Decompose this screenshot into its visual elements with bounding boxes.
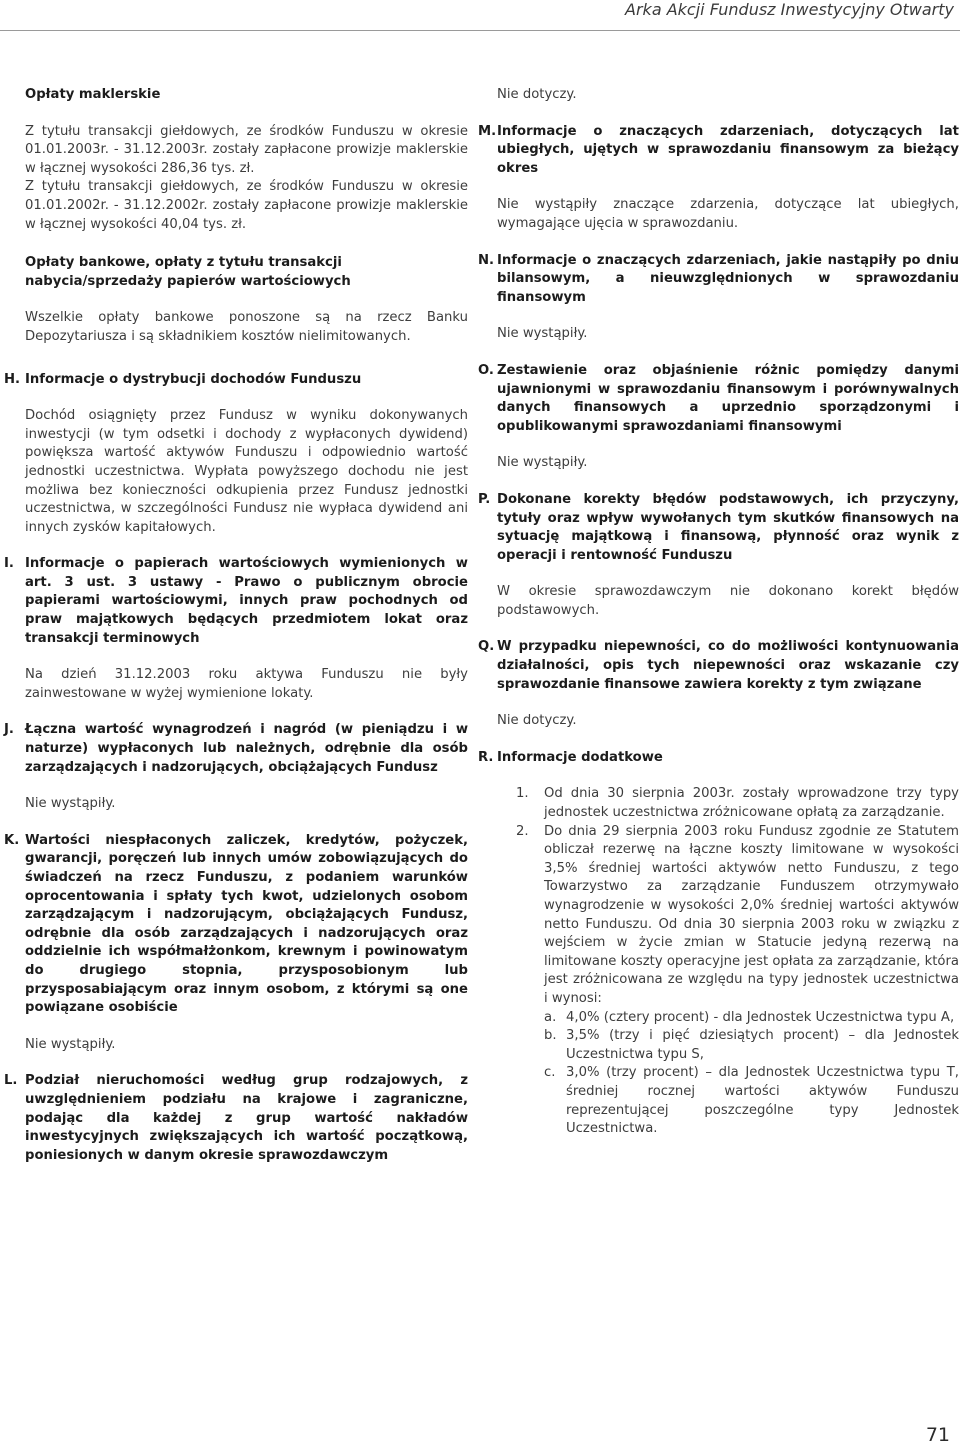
section-title: Podział nieruchomości według grup rodzajowych, z uwzględnieniem podziału na krajowe i zagraniczne, podając dla każdej z grup wartość nakładów inwestycyjnych zwiększających ich wartość początkową, poniesionych w danym okresie sprawozdawczym: [25, 1073, 468, 1163]
section-title: Łączna wartość wynagrodzeń i nagród (w pieniądzu i w naturze) wypłaconych lub należnych, odrębnie dla osób zarządzających i nadzorujących, obciążających Fundusz: [25, 722, 468, 775]
section-k-paragraph: Nie wystąpiły.: [25, 1036, 116, 1052]
page-number: 71: [925, 1424, 950, 1446]
sub-list-text: 3,5% (trzy i pięć dziesiątych procent) – dla Jednostek Uczestnictwa typu S,: [566, 1028, 959, 1062]
sub-list-letter: c.: [544, 1065, 556, 1081]
list-item-number: 2.: [516, 823, 529, 839]
section-q-paragraph: Nie dotyczy.: [497, 713, 577, 729]
section-title: Wartości niespłaconych zaliczek, kredytów, pożyczek, gwarancji, poręczeń lub innych umów zobowiązujących do świadczeń na rzecz Funduszu, z podaniem warunków oprocentowania i spłaty tych kwot, udzielonych osobom zarządzającym i nadzorującym, obciążających Fundusz, odrębnie dla osób zarządzających i nadzorujących oraz oddzielnie ich współmałżonkom, krewnym i powinowatym do drugiego stopnia, przysposobionym lub przysposabiającym oraz innym osobom, z którymi są one powiązane osobiście: [25, 832, 468, 1016]
section-title: Informacje o dystrybucji dochodów Funduszu: [25, 371, 362, 387]
section-h-paragraph: Dochód osiągnięty przez Fundusz w wyniku dokonywanych inwestycji (w tym odsetki i dochody z wypłaconych dywidend) powiększa wartość aktywów Funduszu i odpowiednio wartość jednostki uczestnictwa. Wypłata powyższego dochodu nie jest możliwa bez konieczności odkupienia przez Fundusz jednostki uczestnictwa, w szczególności Fundusz nie wypłaca dywidend ani innych zysków kapitałowych.: [25, 408, 468, 535]
bank-fees-paragraph: Wszelkie opłaty bankowe ponoszone są na rzecz Banku Depozytariusza i są składnikiem kosztów nielimitowanych.: [25, 310, 468, 344]
section-title: Zestawienie oraz objaśnienie różnic pomiędzy danymi ujawnionymi w sprawozdaniu finansowym i porównywalnych danych finansowych a uprzednio sporządzonymi i opublikowanymi sprawozdaniami finansowymi: [497, 362, 959, 434]
section-title: Dokonane korekty błędów podstawowych, ich przyczyny, tytuły oraz wpływ wywołanych tym skutków finansowych na sytuację majątkową i finansową, płynność oraz wynik z operacji i rentowność Funduszu: [497, 491, 959, 563]
continued-paragraph: Nie dotyczy.: [497, 87, 577, 102]
list-item: [497, 785, 959, 822]
sub-list-letter: a.: [544, 1009, 557, 1025]
section-p-paragraph: W okresie sprawozdawczym nie dokonano korekt błędów podstawowych.: [497, 584, 959, 618]
section-title: W przypadku niepewności, co do możliwości kontynuowania działalności, opis tych niepewności oraz wskazanie czy sprawozdanie finansowe zawiera korekty z tym związane: [497, 639, 959, 692]
section-k-heading: [4, 832, 468, 1018]
left-column: [4, 86, 468, 1165]
section-letter: R.: [478, 749, 494, 765]
list-item-text: Do dnia 29 sierpnia 2003 roku Fundusz zgodnie ze Statutem obliczał rezerwę na łączne koszty limitowane w wysokości 3,5% średniej wartości aktywów netto Funduszu, z tego Towarzystwo za zarządzanie Funduszem otrzymywało wynagrodzenie w wysokości 2,0% średniej wartości aktywów netto Funduszu. Od dnia 30 sierpnia 2003 roku w związku z wejściem w życie zmian w Statucie jedyną rezerwą na limitowane koszty operacyjne jest opłata za zarządzanie, która jest zróżnicowana ze względu na typy jednostek uczestnictwa i wynosi:: [544, 823, 959, 1006]
page-header: [0, 0, 960, 34]
section-letter: O.: [478, 362, 494, 378]
sub-list-text: 3,0% (trzy procent) – dla Jednostek Uczestnictwa typu T, średniej rocznej wartości aktywów Funduszu reprezentującej poszczególne typy Jednostek Uczestnictwa.: [566, 1065, 959, 1137]
sub-list-item: [544, 1027, 959, 1064]
section-i-heading: [4, 555, 468, 648]
section-letter: K.: [4, 832, 20, 848]
brokerage-fees-2003-paragraph: Z tytułu transakcji giełdowych, ze środków Funduszu w okresie 01.01.2003r. - 31.12.2003r. zostały zapłacone prowizje maklerskie w łącznej wysokości 286,36 tys. zł.: [25, 123, 468, 176]
section-j-paragraph: Nie wystąpiły.: [25, 796, 116, 812]
sub-list-item: [544, 1009, 959, 1028]
section-q-heading: [478, 638, 959, 694]
right-column: [478, 86, 959, 1139]
section-i-paragraph: Na dzień 31.12.2003 roku aktywa Funduszu nie były zainwestowane w wyżej wymienione lokaty.: [25, 667, 468, 701]
section-h-heading: [4, 371, 468, 390]
bank-fees-heading: Opłaty bankowe, opłaty z tytułu transakcji nabycia/sprzedaży papierów wartościowych: [25, 255, 351, 289]
section-title: Informacje o papierach wartościowych wymienionych w art. 3 ust. 3 ustawy - Prawo o publicznym obrocie papierami wartościowymi, innych praw pochodnych od praw majątkowych będących przedmiotem lokat oraz transakcji terminowych: [25, 556, 468, 646]
brokerage-fees-2002-paragraph: Z tytułu transakcji giełdowych, ze środków Funduszu w okresie 01.01.2002r. - 31.12.2002r. zostały zapłacone prowizje maklerskie w łącznej wysokości 40,04 tys. zł.: [25, 179, 468, 232]
section-letter: I.: [4, 556, 14, 572]
section-title: Informacje dodatkowe: [497, 749, 663, 765]
section-o-heading: [478, 362, 959, 436]
section-letter: L.: [4, 1073, 18, 1089]
section-o-paragraph: Nie wystąpiły.: [497, 455, 588, 471]
section-n-paragraph: Nie wystąpiły.: [497, 326, 588, 342]
section-m-paragraph: Nie wystąpiły znaczące zdarzenia, dotyczące lat ubiegłych, wymagające ujęcia w sprawozdaniu.: [497, 197, 959, 231]
section-l-heading: [4, 1072, 468, 1165]
section-letter: J.: [4, 722, 14, 738]
section-m-heading: [478, 123, 959, 179]
list-item: [497, 823, 959, 1139]
header-divider: [0, 30, 960, 31]
document-title: Arka Akcji Fundusz Inwestycyjny Otwarty: [625, 0, 954, 19]
section-j-heading: [4, 721, 468, 777]
section-letter: N.: [478, 252, 495, 268]
section-letter: H.: [4, 371, 21, 387]
sub-list-text: 4,0% (cztery procent) - dla Jednostek Uczestnictwa typu A,: [566, 1009, 955, 1025]
sub-list-letter: b.: [544, 1028, 557, 1044]
list-item-number: 1.: [516, 786, 529, 802]
section-letter: P.: [478, 491, 491, 507]
section-p-heading: [478, 491, 959, 565]
sub-list-item: [544, 1064, 959, 1138]
additional-info-list: [497, 785, 959, 1138]
section-r-heading: [478, 749, 959, 768]
section-title: Informacje o znaczących zdarzeniach, jakie nastąpiły po dniu bilansowym, a nieuwzględnionych w sprawozdaniu finansowym: [497, 252, 959, 305]
section-title: Informacje o znaczących zdarzeniach, dotyczących lat ubiegłych, ujętych w sprawozdaniu finansowym za bieżący okres: [497, 123, 959, 176]
brokerage-fees-heading: Opłaty maklerskie: [25, 87, 161, 102]
list-item-text: Od dnia 30 sierpnia 2003r. zostały wprowadzone trzy typy jednostek uczestnictwa zróżnicowane opłatą za zarządzanie.: [544, 786, 959, 821]
section-letter: M.: [478, 123, 497, 139]
section-letter: Q.: [478, 639, 495, 655]
section-n-heading: [478, 252, 959, 308]
